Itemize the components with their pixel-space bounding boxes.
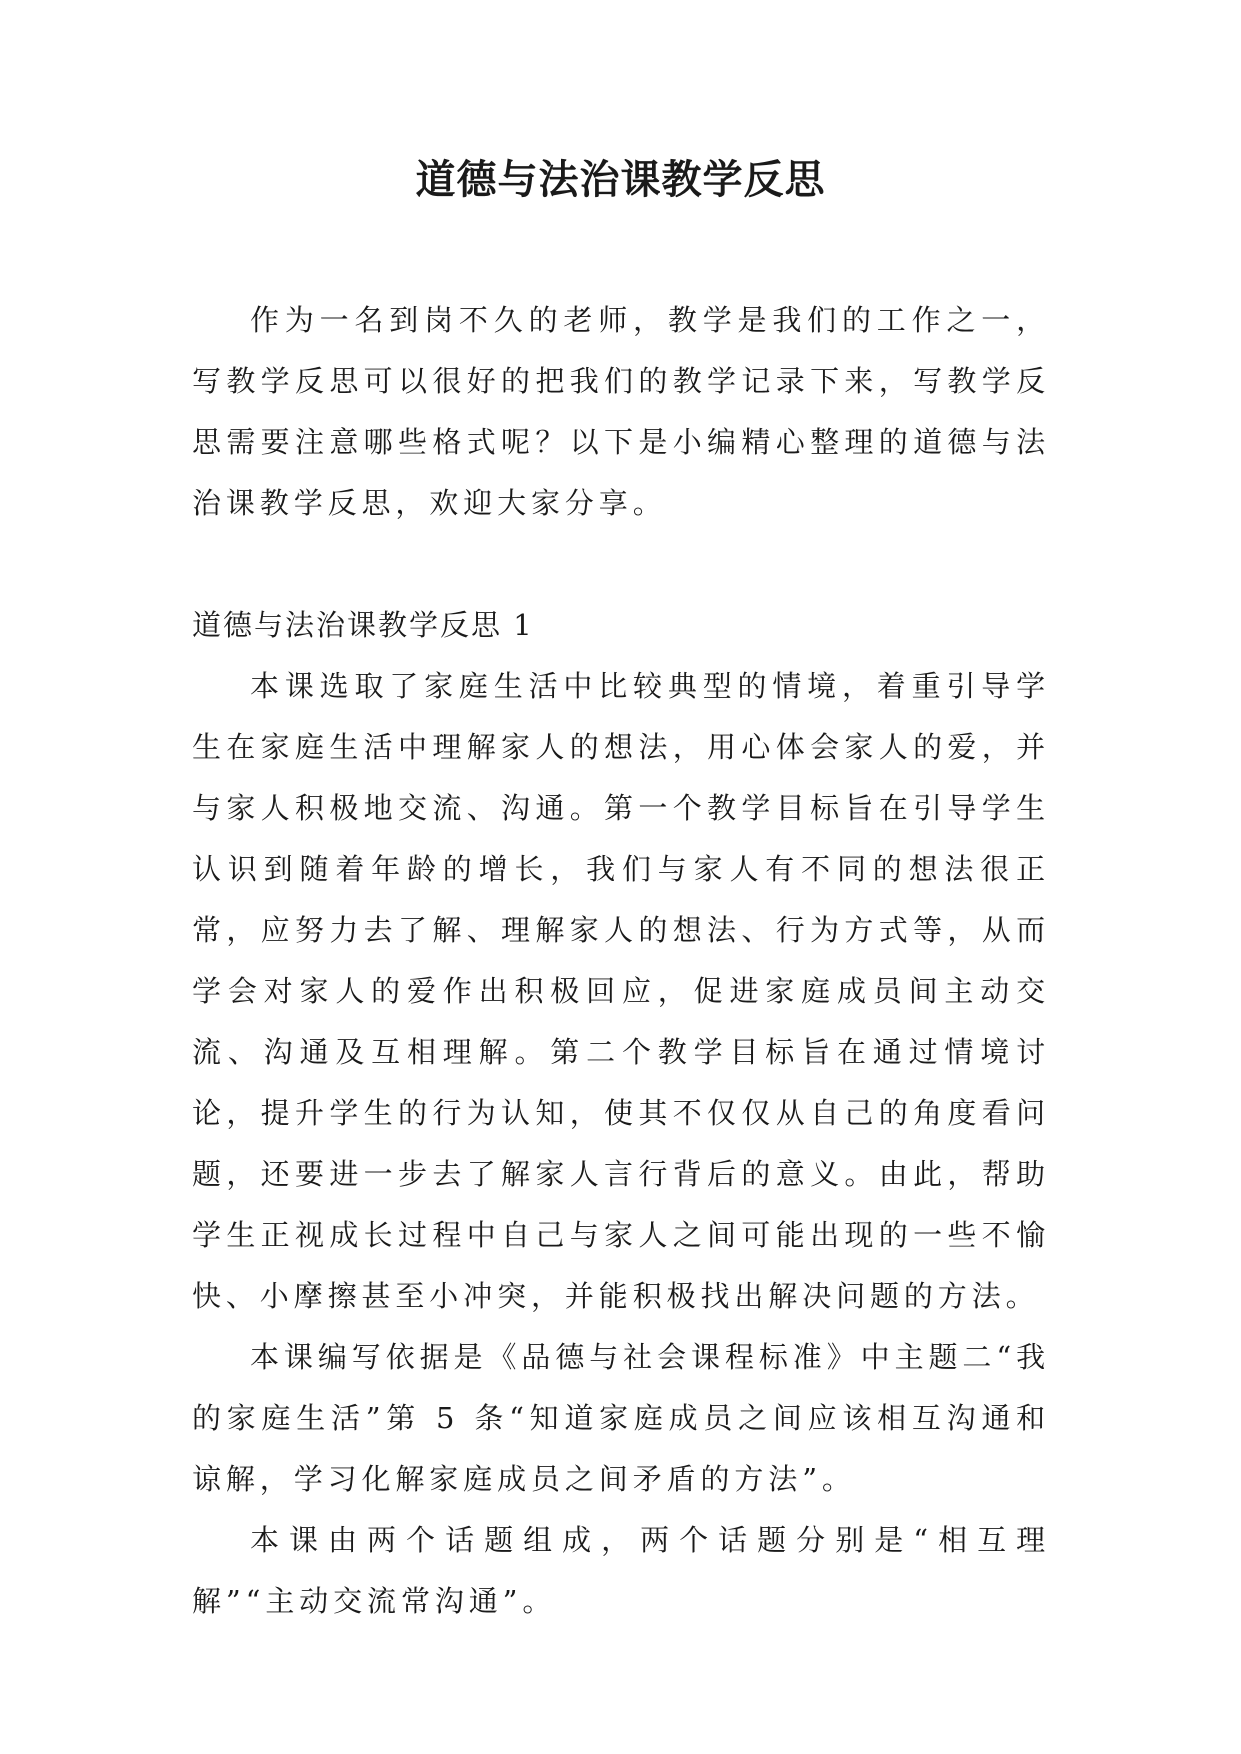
intro-paragraph: 作为一名到岗不久的老师，教学是我们的工作之一，写教学反思可以很好的把我们的教学记录下来，写教学反思需要注意哪些格式呢？以下是小编精心整理的道德与法治课教学反思，欢迎大家分享。	[192, 303, 1050, 520]
body-paragraph: 本课编写依据是《品德与社会课程标准》中主题二“我的家庭生活”第 5 条“知道家庭成员之间应该相互沟通和谅解，学习化解家庭成员之间矛盾的方法”。	[192, 1340, 1050, 1496]
document-title: 道德与法治课教学反思	[415, 157, 826, 203]
section-heading: 道德与法治课教学反思 1	[192, 608, 534, 642]
body-paragraph: 本课由两个话题组成，两个话题分别是“相互理解”“主动交流常沟通”。	[192, 1523, 1050, 1618]
document-body	[192, 290, 1050, 1632]
body-paragraph: 本课选取了家庭生活中比较典型的情境，着重引导学生在家庭生活中理解家人的想法，用心体会家人的爱，并与家人积极地交流、沟通。第一个教学目标旨在引导学生认识到随着年龄的增长，我们与家人有不同的想法很正常，应努力去了解、理解家人的想法、行为方式等，从而学会对家人的爱作出积极回应，促进家庭成员间主动交流、沟通及互相理解。第二个教学目标旨在通过情境讨论，提升学生的行为认知，使其不仅仅从自己的角度看问题，还要进一步去了解家人言行背后的意义。由此，帮助学生正视成长过程中自己与家人之间可能出现的一些不愉快、小摩擦甚至小冲突，并能积极找出解决问题的方法。	[192, 669, 1050, 1313]
